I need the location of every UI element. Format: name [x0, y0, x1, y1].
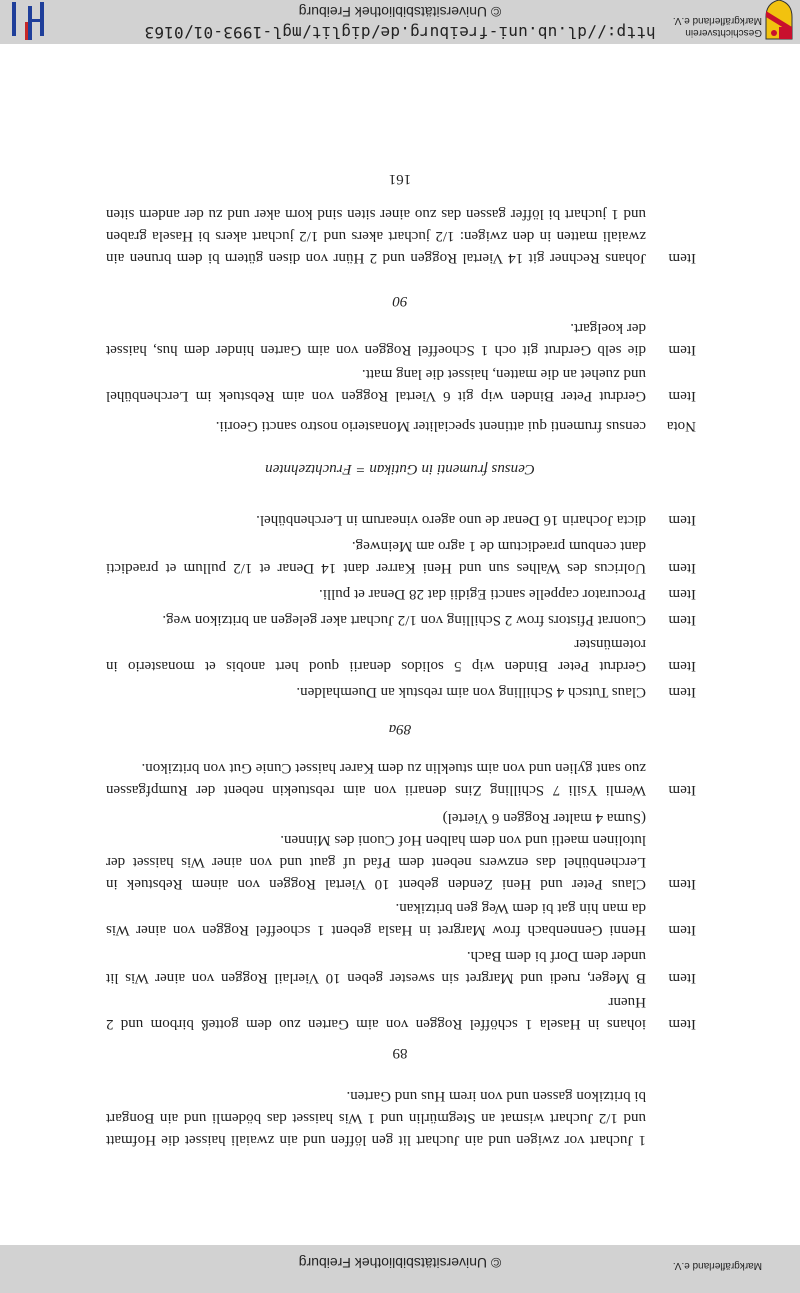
text-line: und 1/2 Juchart wismat an Stegmürlin und 1 Wis haisset das bödemli und ain Bongart: [106, 1110, 646, 1126]
permalink-url[interactable]: http://dl.ub.uni-freiburg.de/diglit/mgl-1993-01/0163: [144, 23, 656, 42]
text-line: Johans Rechner git 14 Viertal Roggen und 2 Hünr von disen gütern bi dem brunen ain: [106, 250, 646, 266]
text-line: und 1 juchart bi löffer gassen das zuo ainer siten sind korn aker und zu der andern siten: [106, 206, 646, 222]
folio-heading: 89: [392, 1045, 408, 1061]
society-name-cut: Markgräflerland e.V.: [672, 1260, 762, 1271]
entry-body: [106, 203, 646, 269]
text-line: Uolricus des Walhes sun und Heni Karrer dant 14 Denar et 1/2 pullum et praedicti: [106, 560, 646, 576]
university-library-logo-icon: [8, 0, 48, 40]
text-line: Cuonrat Pfistors frow 2 Schilling von 1/2 Juchart aker gelegen an britzikon weg.: [162, 612, 646, 628]
entry-body: [106, 535, 646, 579]
entry-label: Item: [668, 250, 696, 266]
entry-label: Item: [668, 512, 696, 528]
text-line: zuo sant gylien und von aim stueklin zu dem Karer haisset Cunie Gut von britzikon.: [141, 760, 646, 776]
entry-body: [106, 807, 646, 895]
entry-label: Item: [668, 658, 696, 674]
entry-body: [106, 609, 646, 631]
text-line: lutolinen maetli und von dem halben Hof Cuoni des Minnen.: [280, 832, 646, 848]
text-line: under dem Dorf bi dem Bach.: [466, 948, 646, 964]
entry-label: Item: [668, 684, 696, 700]
text-line: census frumenti qui attinent specialiter Monasterio nostro sancti Georii.: [215, 418, 646, 434]
entry-body: [106, 415, 646, 437]
entry-label: Item: [668, 876, 696, 892]
society-name-line: Markgräflerland e.V.: [672, 15, 762, 26]
entry-body: [106, 757, 646, 801]
entry-label: Item: [668, 1016, 696, 1032]
section-heading: Census frumenti in Gutikan = Fruchtzehnten: [265, 461, 535, 477]
entry-label: Item: [668, 922, 696, 938]
entry-label: Item: [668, 388, 696, 404]
footer-bar: [0, 0, 800, 44]
text-line: Wernli Ysili 7 Schilling Zins denarii von aim rebstuekin nebent der Rumpfgassen: [106, 782, 646, 798]
text-line: Gerdrut Peter Binden wip 5 solidos denarii quod hert anobis et monasterio in: [106, 658, 646, 674]
entry-label: Item: [668, 612, 696, 628]
entry-body: [106, 509, 646, 531]
entry-body: [106, 945, 646, 989]
text-line: Claus Peter und Heni Zenden gebent 10 Viertal Roggen von ainem Rebstuek in: [106, 876, 646, 892]
entry-label: Item: [668, 782, 696, 798]
text-line: dant cenbum praedictum de 1 agro am Meinweg.: [351, 538, 646, 554]
entry-body: [106, 681, 646, 703]
text-line: iohans in Hasela 1 schöffel Roggen von aim Garten zuo dem gotteß birbom und 2: [106, 1016, 646, 1032]
library-credit: © Universitätsbibliothek Freiburg: [298, 4, 502, 20]
entry-body: [106, 363, 646, 407]
page-number: 161: [388, 171, 412, 187]
entry-label: Item: [668, 342, 696, 358]
text-line: rotemünster: [574, 636, 646, 652]
entry-body: [106, 1085, 646, 1151]
text-line: und zuehet an die matten, haisset die lang matt.: [361, 366, 646, 382]
folio-heading: 89a: [388, 721, 412, 737]
society-name-line: Geschichtsverein: [685, 27, 762, 38]
entry-body: [106, 583, 646, 605]
entry-label: Item: [668, 970, 696, 986]
entry-body: [106, 897, 646, 941]
text-line: Lerchenbühel das enzwers nebent dem Pfad uf gaut und von ainer Wis haisset der: [106, 854, 646, 870]
library-credit-cut: © Universitätsbibliothek Freiburg: [298, 1255, 502, 1271]
text-line: zwaiali matten in den zwigen: 1/2 juchart akers und 1/2 juchart akers bi Hasela graben: [106, 228, 646, 244]
text-line: Gerdrut Peter Binden wip git 6 Viertal Roggen von aim Rebstuek im Lerchenbühel: [106, 388, 646, 404]
folio-heading: 90: [392, 293, 408, 309]
text-line: Henni Gennenbach frow Margret in Hasla gebent 1 schoeffel Roggen von ainer Wis: [106, 922, 646, 938]
entry-body: [106, 633, 646, 677]
entry-label: Nota: [666, 418, 696, 434]
text-line: (Suma 4 malter Roggen 6 Viertel): [442, 810, 646, 826]
footer-bar-cut: [0, 1245, 800, 1293]
text-line: dicta Jocharin 16 Denar de uno agero vinearum in Lerchenbühel.: [256, 512, 646, 528]
entry-body: [106, 991, 646, 1035]
text-line: B Meger, ruedi und Margret sin swester geben 10 Vierlail Roggen von ainer Wis lit: [106, 970, 646, 986]
entry-label: Item: [668, 586, 696, 602]
text-line: bi britzikon gassen und von irem Hus und Garten.: [346, 1088, 646, 1104]
text-line: Huenr: [608, 994, 646, 1010]
text-line: Procurator cappelle sancti Egidii dat 28 Denar et pulli.: [319, 586, 646, 602]
text-line: der koelgart.: [570, 320, 646, 336]
text-line: Claus Tutsch 4 Schilling von aim rebstuk an Duemhalden.: [296, 684, 646, 700]
entry-body: [106, 317, 646, 361]
text-line: da man hin gat bi dem Weg gen britzikan.: [395, 900, 646, 916]
text-line: 1 Juchart vor zwigen und ain Juchart lit gen löffen und ain zwaiali haisset die Hofmatt: [106, 1132, 646, 1148]
text-line: die selb Gerdrut git och 1 Schoeffel Roggen von aim Garten hinder dem hus, haisset: [106, 342, 646, 358]
entry-label: Item: [668, 560, 696, 576]
